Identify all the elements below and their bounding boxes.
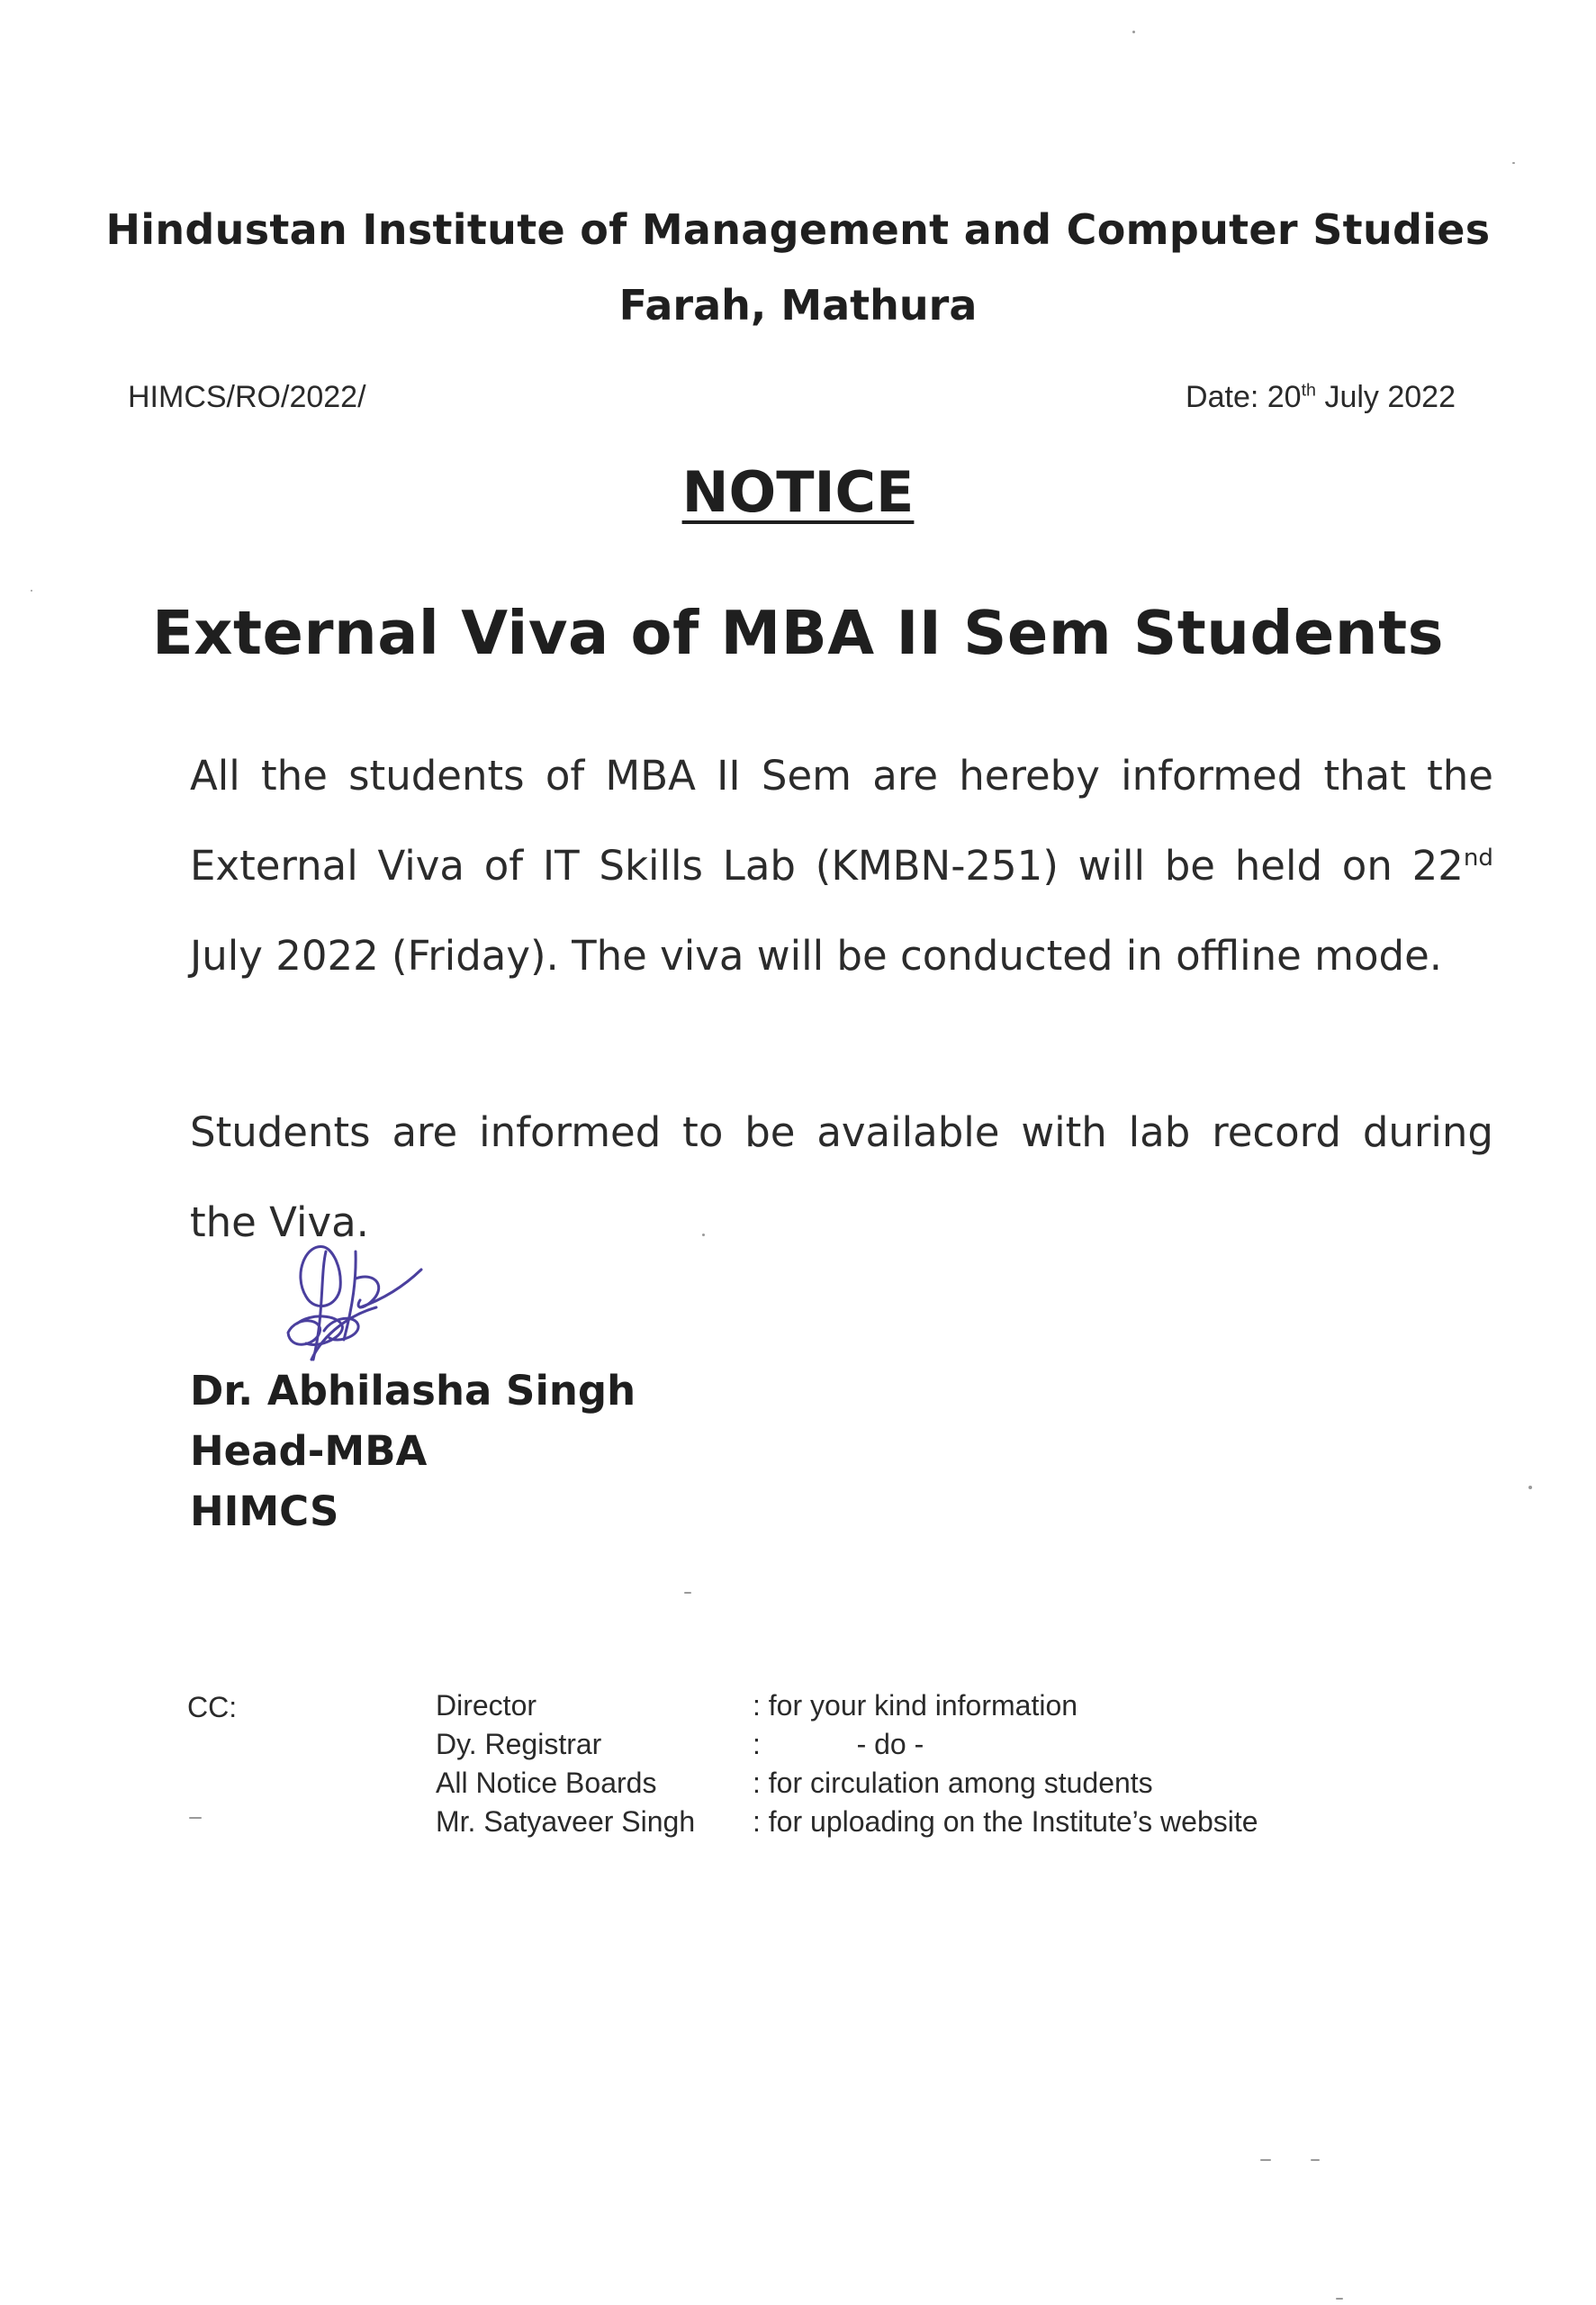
scan-speck <box>684 1592 691 1594</box>
cc-list <box>436 1689 1258 1844</box>
notice-date <box>1186 380 1456 415</box>
reference-number: HIMCS/RO/2022/ <box>128 380 366 414</box>
cc-recipient: Director <box>436 1689 537 1722</box>
scan-speck <box>1260 2159 1271 2161</box>
notice-heading: NOTICE <box>681 459 915 525</box>
cc-label: CC: <box>187 1691 238 1723</box>
scan-speck <box>31 590 32 592</box>
notice-paragraph-1 <box>190 731 1493 1001</box>
cc-recipient: Mr. Satyaveer Singh <box>436 1805 696 1838</box>
scan-speck <box>1512 162 1515 164</box>
cc-row <box>436 1805 1258 1844</box>
cc-purpose: : for your kind information <box>753 1689 1078 1722</box>
notice-paragraph-2: Students are informed to be available with lab record during the Viva. <box>190 1108 1493 1246</box>
cc-row <box>436 1767 1258 1805</box>
paragraph-1-ordinal: nd <box>1463 845 1493 872</box>
cc-purpose: : - do - <box>753 1728 924 1760</box>
notice-subject: External Viva of MBA II Sem Students <box>152 598 1444 668</box>
paragraph-1-text-a: All the students of MBA II Sem are hereby informed that the External Viva of IT Skills Lab (KMBN-251) will be held on 22 <box>190 752 1493 890</box>
signatory-title: Head-MBA <box>190 1427 428 1475</box>
signature-image <box>270 1225 441 1387</box>
scan-speck <box>702 1234 705 1236</box>
scan-speck <box>1336 2298 1343 2300</box>
date-prefix: Date: 20 <box>1186 380 1302 414</box>
date-suffix: July 2022 <box>1316 380 1456 414</box>
cc-row <box>436 1689 1258 1728</box>
signatory-organization: HIMCS <box>190 1487 339 1535</box>
scan-speck <box>1132 31 1135 33</box>
scan-speck <box>189 1817 202 1819</box>
institute-location: Farah, Mathura <box>618 281 978 330</box>
scan-speck <box>1528 1486 1532 1489</box>
scan-speck <box>1311 2159 1320 2161</box>
date-ordinal: th <box>1301 380 1316 401</box>
cc-purpose: : for uploading on the Institute’s website <box>753 1805 1258 1838</box>
paragraph-1-text-b: July 2022 (Friday). The viva will be conducted in offline mode. <box>190 932 1443 980</box>
signatory-name: Dr. Abhilasha Singh <box>190 1367 636 1415</box>
cc-row <box>436 1728 1258 1767</box>
cc-recipient: Dy. Registrar <box>436 1728 602 1760</box>
cc-recipient: All Notice Boards <box>436 1767 657 1799</box>
institute-name: Hindustan Institute of Management and Computer Studies <box>105 205 1491 254</box>
cc-purpose: : for circulation among students <box>753 1767 1153 1799</box>
